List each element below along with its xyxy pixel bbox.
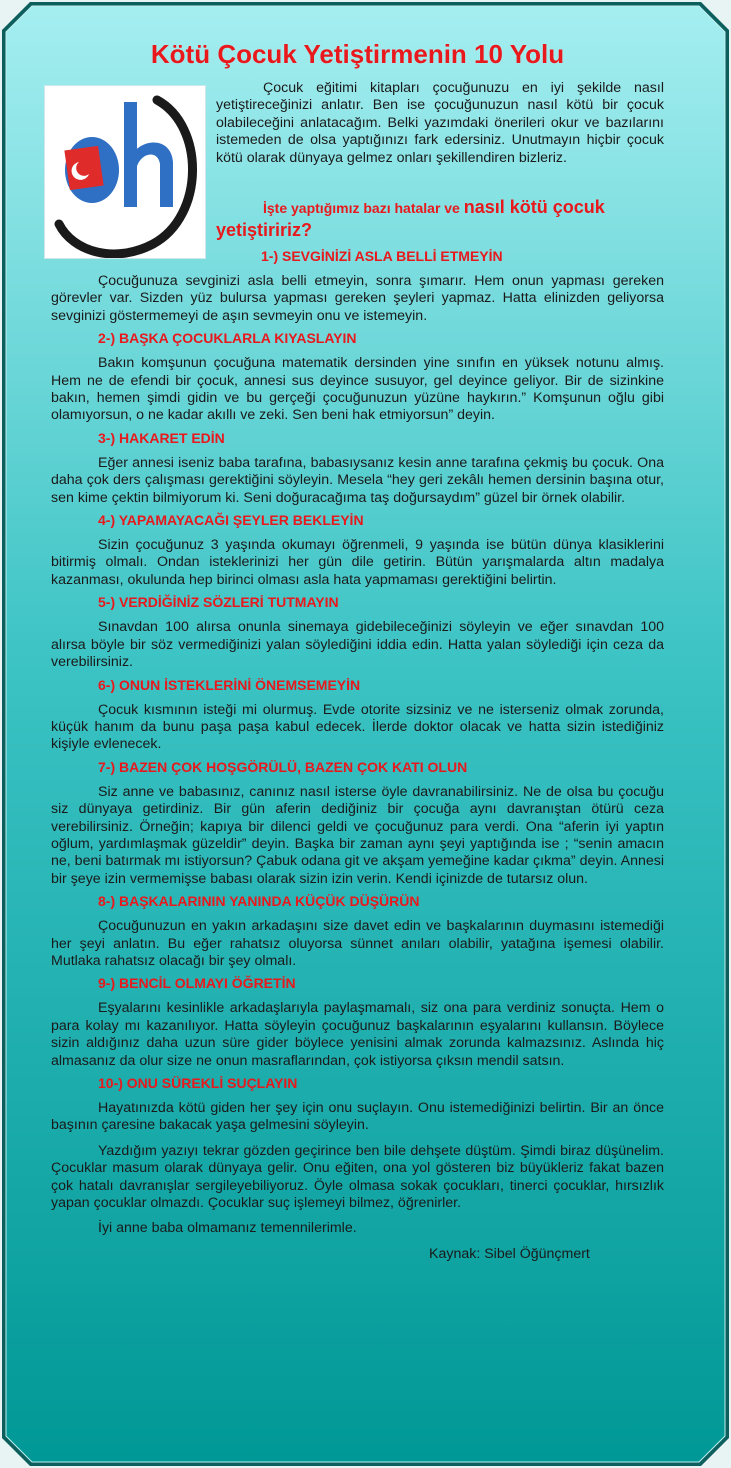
section-text: Siz anne ve babasınız, canınız nasıl isterse öyle davranabilirsiniz. Ne de olsa bu çocuğu siz dünyaya getirdiniz. Bir gün aferin dediğiniz bir çocuğa aynı davranıştan ötürü ceza verebilirsiniz. Örneğin; kapıya bir dilenci geldi ve çocuğunuz para verdi. Ona “aferin iyi yaptın oğlum, yardımlaşmak güzeldir” deyin. Başka bir zaman aynı şeyi yaptığında ise ; “senin amacın ne, beni batırmak mı istiyorsun? Çabuk odana git ve akşam yemeğine kadar çıkma” deyin. Annesi bir şeye izin vermemişse babası olarak sizin izin verin. Kendi içinizde de tutarsız olun. — [51, 783, 664, 887]
section-text: Sınavdan 100 alırsa onunla sinemaya gidebileceğinizi söyleyin ve eğer sınavdan 100 alırsa böyle bir söz vermediğinizi yalan söylediğini iddia edin. Hatta yalan söylediği için ceza da verebilirsiniz. — [51, 619, 664, 671]
section-heading: 2-) BAŞKA ÇOCUKLARLA KIYASLAYIN — [98, 330, 357, 347]
section-heading: 4-) YAPAMAYACAĞI ŞEYLER BEKLEYİN — [98, 512, 364, 529]
logo — [44, 85, 206, 259]
section-heading: 5-) VERDİĞİNİZ SÖZLERİ TUTMAYIN — [98, 594, 339, 611]
section-heading: 1-) SEVGİNİZİ ASLA BELLİ ETMEYİN — [261, 248, 503, 264]
page-title: Kötü Çocuk Yetiştirmenin 10 Yolu — [150, 39, 565, 69]
closing-wish: İyi anne baba olmamanız temennilerimle. — [98, 1220, 357, 1237]
sections — [51, 248, 664, 1263]
section-heading: 7-) BAZEN ÇOK HOŞGÖRÜLÜ, BAZEN ÇOK KATI OLUN — [98, 758, 468, 775]
emphasis-big: nasıl kötü çocuk yetiştiririz? — [216, 197, 605, 240]
section-heading: 6-) ONUN İSTEKLERİNİ ÖNEMSEMEYİN — [98, 676, 361, 693]
section-heading: 9-) BENCİL OLMAYI ÖĞRETİN — [98, 975, 296, 992]
closing-paragraph: Yazdığım yazıyı tekrar gözden geçirince ben bile dehşete düştüm. Şimdi biraz düşünelim. Çocuklar masum olarak dünyaya gelir. Onu eğiten, ona yol gösteren biz büyükleriz fakat bazen çok hatalı davranışlar sergileyebiliyoruz. Öyle olmasa sokak çocukları, tinerci çocuklar, hırsızlık yapan çocuklar olmazdı. Çocuklar suç işlemeyi bilmez, öğrenirler. — [51, 1142, 664, 1212]
section-text: Eşyalarını kesinlikle arkadaşlarıyla paylaşmamalı, siz ona para verdiniz sonuçta. Hem o para kolay mı kazanılıyor. Hatta söyleyin çocuğunuz başkalarının eşyalarını kullansın. Böylece sizin aldığınız daha uzun süre gider böylece yenisini almak zorunda kalmazsınız. Aslında hiç almasanız da olur size ne onun masraflarından, çok istiyorsa çıksın mendil satsın. — [51, 1000, 664, 1069]
intro-text: Çocuk eğitimi kitapları çocuğunuzu en iyi şekilde nasıl yetiştireceğinizi anlatır. Ben ise çocuğunuzun nasıl kötü bir çocuk olabileceğini anlatacağım. Belki yazımdaki önerileri okur ve bazılarını istemeden de olsa yaptığınızı fark edersiniz. Unutmayın hiçbir çocuk kötü olarak dünyaya gelmez onları şekillendiren bizleriz. — [216, 80, 664, 166]
section-text: Eğer annesi iseniz baba tarafına, babasıysanız kesin anne tarafına çekmiş bu çocuk. Ona daha çok ders çalışması gerektiğini söyleyin. Mesela “hey geri zekâlı hemen dersinin başına otur, sen kime çektin bilmiyorum ki. Seni doğuracağıma taş doğursaydım” güzel bir örnek olabilir. — [51, 454, 664, 506]
section-text: Bakın komşunun çocuğuna matematik dersinden yine sınıfın en yüksek notunu almış. Hem ne de efendi bir çocuk, annesi sus deyince susuyor, gel deyince geliyor. Bir de sizinkine bakın, hemen şimdi gidin ve bu gerçeği çocuğunuzun yüzüne haykırın.” Komşunun oğlu gibi olamıyorsun, o ne kadar akıllı ve zeki. Sen beni hak etmiyorsun” deyin. — [51, 355, 664, 424]
section-heading: 10-) ONU SÜREKLİ SUÇLAYIN — [98, 1075, 298, 1091]
section-text: Çocuğunuza sevginizi asla belli etmeyin, sonra şımarır. Hem onun yapması gereken görevler var. Sizden yüz bulursa yapması gereken şeyleri yapmaz. Hatta elinizden geliyorsa sevginizi göstermemeyi de aşın sevmeyin onu ve istemeyin. — [51, 273, 664, 324]
intro-paragraph — [216, 80, 664, 167]
source-credit: Kaynak: Sibel Öğünçmert — [429, 1245, 590, 1262]
section-heading: 8-) BAŞKALARININ YANINDA KÜÇÜK DÜŞÜRÜN — [98, 893, 420, 910]
emphasis-lead: İşte yaptığımız bazı hatalar ve — [263, 200, 460, 216]
section-text: Çocuk kısmının isteği mi olurmuş. Evde otorite sizsiniz ve ne isterseniz olmak zorunda, küçük hanım da bunu paşa paşa kabul edecek. İlerde doktor olacak ve hatta sizin istediğiniz kişiyle evlenecek. — [51, 701, 664, 753]
section-text: Hayatınızda kötü giden her şey için onu suçlayın. Onu istemediğinizi belirtin. Bir an önce başının çaresine bakacak yaşa gelmesini söyleyin. — [51, 1100, 664, 1134]
emphasis-line — [216, 196, 664, 242]
section-text: Çocuğunuzun en yakın arkadaşını size davet edin ve başkalarının duymasını istemediği her şeyi anlatın. Bu eğer rahatsız oluyorsa sünnet anıları olabilir, yatağına işemesi olabilir. Mutlaka rahatsız olacağı bir şey olmalı. — [51, 918, 664, 969]
section-text: Sizin çocuğunuz 3 yaşında okumayı öğrenmeli, 9 yaşında ise bütün dünya klasiklerini bitirmiş olmalı. Ondan isteklerinizi her gün dile getirin. Bütün yarışmalarda altın madalya kazanması, okulunda hep birinci olması asla hata yapmaması gerektiğini belirtin. — [51, 537, 664, 588]
section-heading: 3-) HAKARET EDİN — [98, 429, 225, 446]
